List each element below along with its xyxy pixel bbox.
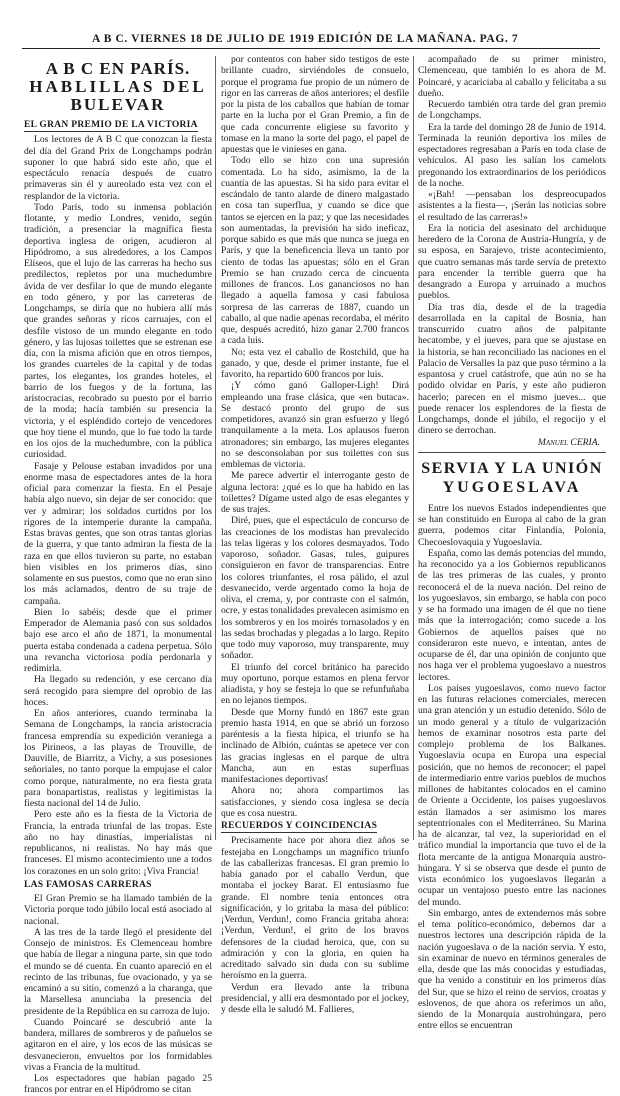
paragraph: Los lectores de A B C que conozcan la fiesta del día del Grand Prix de Longchamps podrán suponer lo que habrá sido este año, que el espectáculo renacía después de cuatro primaveras sin él y aureolado esta vez con el resplandor de la victoria. [24, 134, 212, 202]
signature [418, 437, 600, 448]
paragraph: Precisamente hace por ahora diez años se festejaba en Longchamps un magnífico triunfo de las caballerizas francesas. El gran premio lo había ganado por el caballo Verdun, que montaba el jockey Barat. El entusiasmo fue grande. El nombre tenía entonces otra significación, y lo gritaba la masa del público: ¡Verdun, Verdun!, como Francia gritaba ahora: ¡Verdun, Verdun!, el grito de los bravos defensores de la ciudad heroica, que, con su admiración y con la gloria, en quien ha acreditado salvado sin duda con su sublime heroísmo en la guerra. [221, 835, 409, 982]
paragraph: por contentos con haber sido testigos de este brillante cuadro, sirviéndoles de consuelo, porque el programa fue propio de un número de rigor en las carreras de años anteriores; el desfile por la pista de los caballos que habían de tomar parte en la lucha por el Gran Premio, a fin de que cada concurrente eligiese su favorito y tomase en la mano la sorte del pago, el papel de apuestas que le vinieses en gana. [221, 54, 409, 155]
section-heading: RECUERDOS Y COINCIDENCIAS [221, 821, 377, 833]
column-divider [215, 56, 216, 840]
separator [418, 452, 606, 453]
article-title-line-2: YUGOESLAVA [442, 478, 582, 496]
paragraph: No; esta vez el caballo de Rostchild, que ha ganado, y que, desde el primer instante, fue el favorito, ha repartido 600 francos por luis. [221, 346, 409, 380]
header-rule [22, 48, 600, 49]
column-divider [413, 56, 414, 840]
paragraph: Bien lo sabéis; desde que el primer Emperador de Alemania pasó con sus soldados bajo ese arco el año de 1871, la monumental puerta estaba condenada a cadena perpetua. Sólo una revancha victoriosa podía perdonarla y redimirla. [24, 606, 212, 674]
article-title-line-1: SERVIA Y LA UNIÓN [421, 459, 603, 477]
paragraph: Los espectadores que habían pagado 25 francos por entrar en el Hipódromo se citan [24, 1073, 212, 1096]
paragraph: Verdun era llevado ante la tribuna presidencial, y allí era desmontado por el jockey, y desde ella le saludó M. Fallieres, [221, 981, 409, 1015]
page-header [0, 0, 620, 44]
article-title-line-3: BULEVAR [70, 95, 166, 114]
paragraph: En años anteriores, cuando terminaba la Semana de Longchamps, la rancia aristocracia francesa emprendía su expedición veraniega a los Pirineos, a las playas de Trouville, de Dauville, de Biarritz, a Vichy, a sus posesiones señoriales, no tanto porque la empujase el calor como porque, naturalmente, no era fiesta grata para bonapartistas, realistas y legitimistas la fiesta nacional del 14 de Julio. [24, 708, 212, 809]
paragraph: Desde que Morny fundó en 1867 este gran premio hasta 1914, en que se abrió un forzoso paréntesis a la fiesta hípica, el triunfo se ha inclinado de Albión, cuántas se apetece ver con las gracias inglesas en el parque de ultra Mancha, aun en estas superfluas manifestaciones deportivas! [221, 706, 409, 785]
section-heading: LAS FAMOSAS CARRERAS [24, 879, 152, 890]
paragraph: Pero este año es la fiesta de la Victoria de Francia, la entrada triunfal de las tropas. Este año no hay dinastías, imperialistas ni republicanos, ni realistas. No hay más que franceses. El mismo acontecimiento une a todos los corazones en un solo grito: ¡Viva Francia! [24, 809, 212, 877]
article-title-line-2: HABLILLAS DEL [29, 77, 207, 96]
paragraph: Ha llegado su redención, y ese cercano día será recogido para siempre del oprobio de las hoces. [24, 674, 212, 708]
paragraph: ¡Y cómo ganó Galloper-Ligh! Dirá empleando una frase clásica, que «en butaca». Se destacó pronto del grupo de sus competidores, avanzó sin gran esfuerzo y llegó tranquilamente a la meta. Los aplausos fueron atronadores; sin embargo, las mujeres elegantes no se desconsolaban por sus toilettes con sus emblemas de victoria. [221, 380, 409, 470]
paragraph: Recuerdo también otra tarde del gran premio de Longchamps. [418, 99, 606, 122]
paragraph: Diré, pues, que el espectáculo de concurso de las creaciones de los modistas han prevalecido las telas ligeras y los colores desmayados. Todo vaporoso, soñador. Gasas, tules, guipures consiguieron en favor de transparencias. Entre los colores triunfantes, el rosa pálido, el azul desvanecido, verde argentado como la hoja de oliva, el crema, y, por contraste con el salmón, ocre, y estas tonalidades prevalecen asimismo en los sombreros y en los moirés tornasolados y en las sedas brochadas y plegadas a lo largo. Repito que todo muy vaporoso, muy transparente, muy soñador. [221, 515, 409, 662]
signature-text: Manuel CERIA. [537, 436, 600, 448]
paragraph: Todo París, todo su inmensa población flotante, y medio Londres, venido, según tradición, a presenciar la magnífica fiesta deportiva inglesa de origen, acudieron al Hipódromo, a sus alrededores, a los Campos Elíseos, que el lujo de las carreras ha hecho sus predilectos, repletos por una muchedumbre ávida de ver desfilar lo que de mundo elegante en todo género, y por las carreteras de Longchamps, se diría que no hubiera allí más que grandes señoras y ricos carruajes, con el desfile vistoso de un mundo elegante en todo género, y las lujosas toilettes que se estrenan ese día, con la misma afición que en otros tiempos, los grandes cuarteles de la capital y de todas partes, los elegantes, los grandes hoteles, el barrio de los fuegos y de la fortuna, las aristocracias, recobrado su puesto por el barrio de la moda; hacía también su presencia la victoria, y el espléndido cortejo de vencedores que hoy tiene el mundo, que lo fue todo la tarde en los ojos de la muchedumbre, con la pública curiosidad. [24, 201, 212, 461]
paragraph: A las tres de la tarde llegó el presidente del Consejo de ministros. Es Clemenceau hombre que había de llegar a ninguna parte, sin que todo el mundo se dé cuenta. En cuanto apareció en el recinto de las tribunas, fue ovacionado, y ya se encaminó a su sitio, comenzó a la charanga, que la Marsellesa anunciaba la presencia del presidente de la República en su carroza de lujo. [24, 926, 212, 1017]
paragraph: España, como las demás potencias del mundo, ha reconocido ya a los Gobiernos republicanos de las tres primeras de las cuales, y pronto reconocerá el de la nueva nación. Del reino de los yugoeslavos, sin embargo, se habla con poco y se ha formado una imagen de él que no tiene más que la interrogación; como sucede a los Gobiernos de aquellos países que no consideraron este nuevo, e intentan, antes de ocuparse de él, dar una opinión de conjunto que nos haga ver el problema yugoeslavo a nuestros lectores. [418, 547, 606, 683]
article-title-line-1: A B C EN PARÍS. [45, 59, 191, 78]
paragraph: «¡Bah! —pensaban los despreocupados asistentes a la fiesta—, ¡Serán las noticias sobre el resultado de las carreras!» [418, 189, 606, 223]
paragraph: El triunfo del corcel británico ha parecido muy oportuno, porque estamos en plena fervor aliadista, y hoy se festeja lo que se refunfuñaba en no lejanos tiempos. [221, 661, 409, 707]
paragraph: Era la noticia del asesinato del archiduque heredero de la Corona de Austria-Hungría, y de su esposa, en Sarajevo, triste acontecimiento, que cuatro semanas más tarde servía de pretexto para encender la terrible guerra que ha desangrado a Europa y arruinado a muchos pueblos. [418, 222, 606, 302]
paragraph: Me parece advertir el interrogante gesto de alguna lectora: ¿qué es lo que ha habido en las toilettes? Dígame usted algo de esas elegantes y de sus trajes. [221, 470, 409, 515]
paragraph: acompañado de su primer ministro, Clemenceau, que también lo es ahora de M. Poincaré, y acariciaba al caballo y felicitaba a su dueño. [418, 54, 606, 99]
section-heading: EL GRAN PREMIO DE LA VICTORIA [24, 120, 198, 132]
paragraph: El Gran Premio se ha llamado también de la Victoria porque todo júbilo local está asociado al nacional. [24, 893, 212, 927]
paragraph: Era la tarde del domingo 28 de Junio de 1914. Terminada la reunión deportiva los miles de espectadores regresaban a París en toda clase de vehículos. Al paso les salían los camelots pregonando los extraordinarios de los periódicos de la noche. [418, 121, 606, 189]
paragraph: Los países yugoeslavos, como nuevo factor en las futuras relaciones comerciales, merecen una gran atención y un estudio detenido. Sólo de un modo general y a título de vulgarización hemos de examinar nosotros esta parte del complejo problema de los Balkanes. Yugoeslavia ocupa en Europa una especial posición, que no hemos de reconocer; el papel de intermediario entre varios pueblos de muchos millones de habitantes colocados en el camino de Oriente a Occidente, los países yugoeslavos están llamados a ser asimismo los mares septentrionales con el Mediterráneo. Su Marina ha de alcanzar, tal vez, la superioridad en el tráfico mundial la importancia que tuvo el de la flota mercante de la antigua Monarquía austro-húngara. Y si se observa que desde el punto de vista económico los yugoeslavos llegarán a ocupar un ventajoso puesto entre las naciones del mundo. [418, 682, 606, 908]
column-1 [24, 54, 212, 1096]
running-head: A B C. VIERNES 18 DE JULIO DE 1919 EDICIÓN DE LA MAÑANA. PAG. 7 [92, 33, 519, 45]
paragraph: Fasaje y Pelouse estaban invadidos por una enorme masa de espectadores antes de la hora oficial para comenzar la fiesta. En el Pesaje había algo nuevo, sin dejar de ser conocido: que ver y admirar; los soldados curtidos por los rigores de la intemperie durante la campaña. Estas bravas gentes, que son otras tantas glorias de la guerra, y que tanto admiran la fiesta de la raza en que ellos tuvieron su parte, no estaban bien visibles en los primeros días, sino solamente en sus puestos, como que no eran sino los más aclamados, dentro de su traje de campaña. [24, 460, 212, 607]
paragraph: Sin embargo, antes de extendernos más sobre el tema político-económico, debemos dar a nuestros lectores una descripción rápida de la nación yugoeslava o de la nación servia. Y esto, sin examinar de nuevo en términos generales de ella, desde que las más conocidas y estudiadas, que ha venido a constituir en los primeros días del Sur, que se hizo el reino de servios, croatas y eslovenos, de que ahora os referimos un año, siendo de la Monarquía austrohúngara, pero entre ellos se encuentran [418, 907, 606, 1032]
column-2 [221, 54, 409, 1015]
paragraph: Ahora no; ahora compartimos las satisfacciones, y siendo cosa inglesa se decía que es cosa nuestra. [221, 785, 409, 819]
column-3 [418, 54, 606, 1032]
paragraph: Cuando Poincaré se descubrió ante la bandera, millares de sombreros y de pañuelos se agitaron en el aire, y los ecos de las músicas se desvanecieron, envueltos por los formidables vivas a Francia de la multitud. [24, 1016, 212, 1073]
paragraph: Entre los nuevos Estados independientes que se han constituido en Europa al cabo de la gran guerra, podemos citar Finlandia, Polonia, Checoeslovaquia y Yugoeslavia. [418, 502, 606, 548]
paragraph: Día tras día, desde el de la tragedia desarrollada en la capital de Bosnia, han transcurrido cuatro años de palpitante hecatombe, y el jueves, para que se ajustase en la historia, se han reconciliado las naciones en el Palacio de Versalles la paz que puso término a la espantosa y cruel catástrofe, que aún no se ha podido olvidar en París, y este año pudieron hacerlo; parecen en el mismo jueves... que puede renacer los esplendores de la fiesta de Longchamps, donde el júbilo, el regocijo y el dinero se derrochan. [418, 301, 606, 437]
paragraph: Todo ello se hizo con una supresión comentada. Lo ha sido, asimismo, la de la cuantía de las apuestas. Si ha sido para evitar el escándalo de tanto alarde de dinero malgastado en cosa tan superflua, y cuando se dice que tantos se ejercen en la paz; y que las necesidades son aumentadas, la previsión ha sido ineficaz, porque sabido es que más que nunca se juega en París, y que la beneficencia lleva un tanto por ciento de todas las apuestas; sólo en el Gran Premio se han cruzado cerca de cincuenta millones de francos. Los gananciosos no han llegado a aquella famosa y casi fabulosa sorpresa de las carreras de 1887, cuando un caballo, al que nadie apenas recordaba, el mérito que, después acreditó, hizo ganar 2.700 francos a cada luis. [221, 155, 409, 347]
